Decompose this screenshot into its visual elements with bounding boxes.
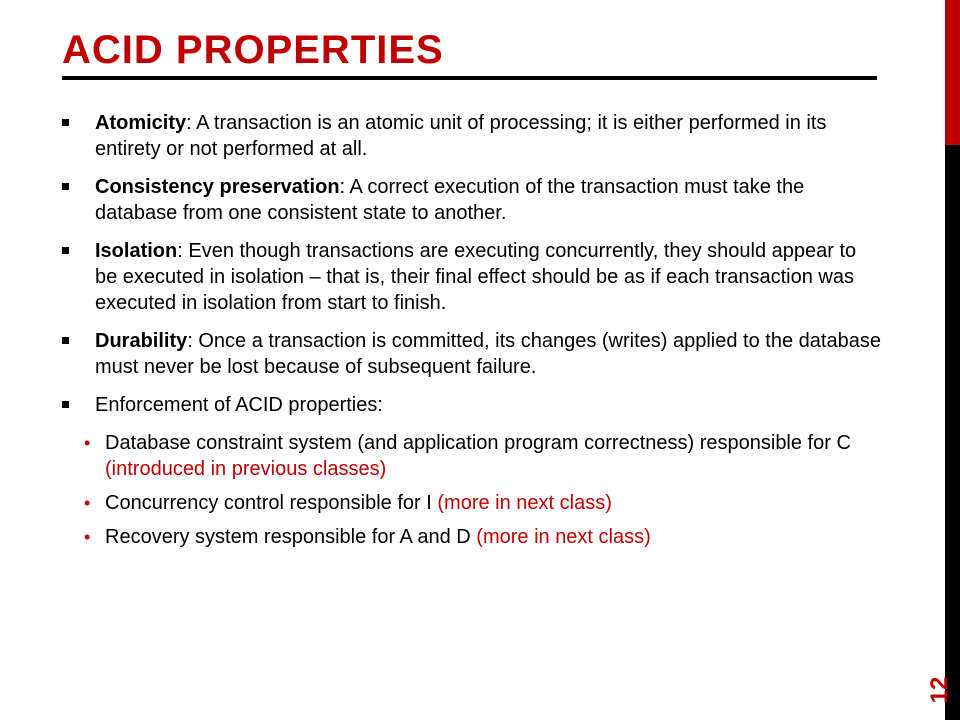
square-bullet-icon xyxy=(62,119,69,126)
bullet-separator: : xyxy=(186,112,192,134)
sub-bullet-recovery xyxy=(62,524,882,550)
bullet-term: Atomicity xyxy=(95,112,187,134)
bullet-text: Even though transactions are executing concurrently, they should appear to be executed in isolation – that is, their final effect should be as if each transaction was executed in isolation from start to finish. xyxy=(95,240,857,314)
enforcement-label: Enforcement of ACID properties: xyxy=(95,394,383,416)
sub-bullet-constraint xyxy=(62,430,882,482)
square-bullet-icon xyxy=(62,337,69,344)
bullet-isolation xyxy=(62,238,882,316)
square-bullet-icon xyxy=(62,401,69,408)
side-bar xyxy=(945,145,960,720)
bullet-enforcement xyxy=(62,392,882,418)
bullet-term: Isolation xyxy=(95,240,178,262)
sub-bullet-concurrency xyxy=(62,490,882,516)
bullet-separator: : xyxy=(187,330,193,352)
dot-bullet-icon: • xyxy=(84,493,91,513)
bullet-term: Durability xyxy=(95,330,188,352)
square-bullet-icon xyxy=(62,183,69,190)
bullet-text: A transaction is an atomic unit of processing; it is either performed in its entirety or not performed at all. xyxy=(95,112,827,160)
bullet-term: Consistency preservation xyxy=(95,176,340,198)
sub-bullet-text: Database constraint system (and application program correctness) responsible for C xyxy=(105,432,851,454)
slide-content xyxy=(62,110,882,558)
sub-bullet-note: (more in next class) xyxy=(476,526,651,548)
dot-bullet-icon: • xyxy=(84,433,91,453)
bullet-atomicity xyxy=(62,110,882,162)
bullet-consistency xyxy=(62,174,882,226)
sub-bullet-note: (introduced in previous classes) xyxy=(105,458,387,480)
bullet-separator: : xyxy=(177,240,183,262)
side-bar-accent xyxy=(945,0,960,145)
title-underline xyxy=(62,76,877,80)
sub-bullet-note: (more in next class) xyxy=(437,492,612,514)
sub-bullet-text: Concurrency control responsible for I xyxy=(105,492,438,514)
bullet-text: A correct execution of the transaction must take the database from one consistent state to another. xyxy=(95,176,805,224)
slide-title: ACID PROPERTIES xyxy=(62,28,444,72)
bullet-durability xyxy=(62,328,882,380)
sub-bullet-text: Recovery system responsible for A and D xyxy=(105,526,477,548)
bullet-separator: : xyxy=(339,176,346,198)
bullet-text: Once a transaction is committed, its changes (writes) applied to the database must never be lost because of subsequent failure. xyxy=(95,330,881,378)
dot-bullet-icon: • xyxy=(84,527,91,547)
square-bullet-icon xyxy=(62,247,69,254)
page-number: 12 xyxy=(926,676,953,704)
